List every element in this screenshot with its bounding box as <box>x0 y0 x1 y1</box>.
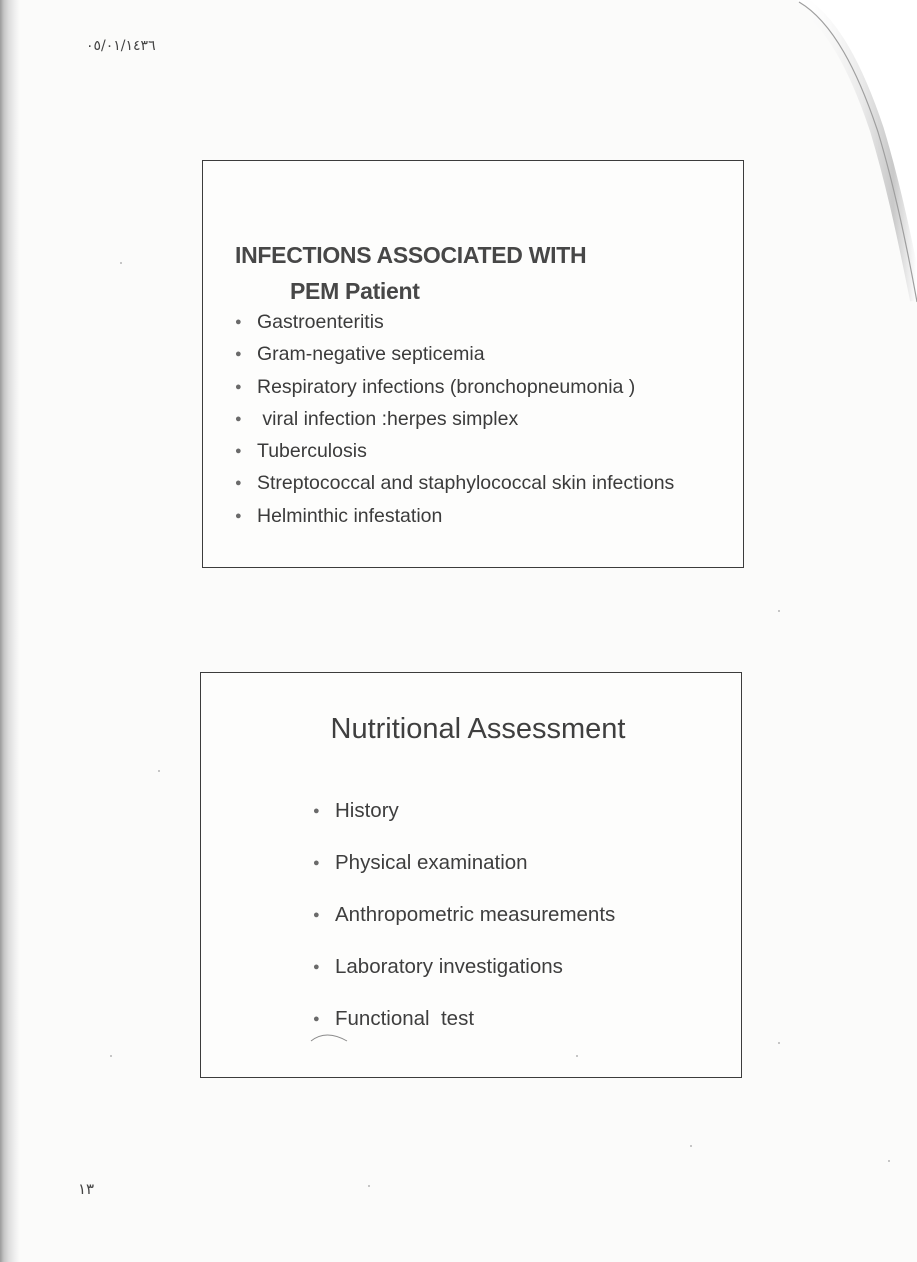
list-item-text: Physical examination <box>335 851 528 874</box>
list-item <box>235 338 674 370</box>
scan-speck <box>120 262 122 264</box>
slide-title-line2: PEM Patient <box>290 278 420 304</box>
list-item-text: Functional test <box>335 1007 475 1030</box>
list-item <box>313 785 615 837</box>
bullet-icon: ● <box>235 380 242 393</box>
page-fold-corner <box>737 0 917 340</box>
bullet-icon: ● <box>313 857 320 869</box>
slide-infections <box>202 160 744 568</box>
bullet-icon: ● <box>235 316 242 328</box>
list-item-text: Gram-negative septicemia <box>257 343 485 366</box>
bullet-icon: ● <box>313 805 320 817</box>
list-item-text: Tuberculosis <box>257 440 367 463</box>
slide-title: Nutritional Assessment <box>330 713 626 745</box>
list-item <box>235 435 674 467</box>
list-item-text: viral infection :herpes simplex <box>257 407 519 430</box>
infection-list <box>235 306 674 532</box>
list-item-text: Helminthic infestation <box>257 504 443 527</box>
scan-speck <box>690 1145 692 1147</box>
list-item <box>235 403 674 435</box>
list-item-text: Respiratory infections (bronchopneumonia ) <box>257 375 636 398</box>
list-item <box>313 889 615 941</box>
bullet-icon: ● <box>313 1013 320 1025</box>
bullet-icon: ● <box>235 445 242 458</box>
bullet-icon: ● <box>313 909 320 921</box>
list-item <box>235 467 674 499</box>
bullet-icon: ● <box>313 961 320 973</box>
bullet-icon: ● <box>235 348 242 361</box>
list-item <box>235 371 674 403</box>
scan-speck <box>110 1055 112 1057</box>
pen-stroke-mark <box>309 1031 349 1045</box>
list-item <box>235 500 674 532</box>
scan-speck <box>158 770 160 772</box>
scan-speck <box>778 610 780 612</box>
scan-speck <box>778 1042 780 1044</box>
bullet-icon: ● <box>235 412 242 425</box>
scan-edge-shadow <box>0 0 20 1262</box>
scan-speck <box>576 1055 578 1057</box>
slide-title-line1: INFECTIONS ASSOCIATED WITH <box>235 242 587 268</box>
page-number: ١٣ <box>78 1180 95 1198</box>
list-item <box>313 941 615 993</box>
list-item <box>313 993 615 1045</box>
list-item <box>235 306 674 338</box>
scan-speck <box>368 1185 370 1187</box>
list-item-text: Anthropometric measurements <box>335 903 616 926</box>
list-item-text: Laboratory investigations <box>335 955 563 978</box>
scan-speck <box>888 1160 890 1162</box>
header-date: ٠٥/٠١/١٤٣٦ <box>86 38 156 54</box>
slide-nutritional-assessment <box>200 672 742 1078</box>
list-item-text: History <box>335 799 399 822</box>
bullet-icon: ● <box>235 509 242 522</box>
bullet-icon: ● <box>235 477 242 490</box>
list-item <box>313 837 615 889</box>
list-item-text: Gastroenteritis <box>257 311 384 333</box>
assessment-list <box>313 785 615 1045</box>
list-item-text: Streptococcal and staphylococcal skin infections <box>257 472 675 495</box>
slide-title <box>235 237 586 309</box>
